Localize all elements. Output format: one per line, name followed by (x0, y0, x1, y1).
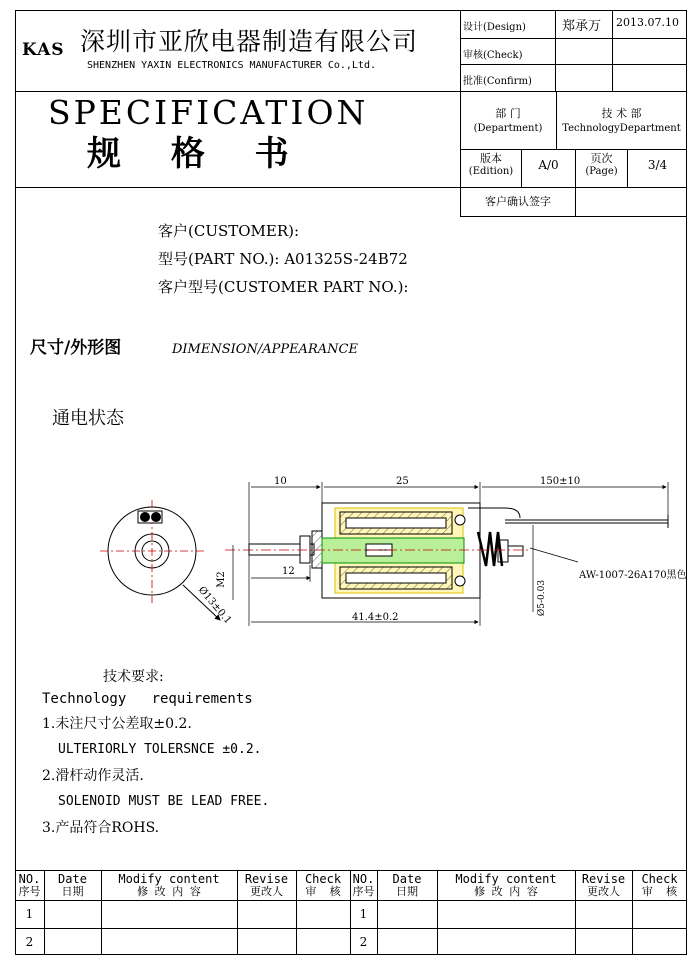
rev-header-content-cn: 修 改 内 容 (474, 885, 538, 898)
rev-header-revise-cn: 更改人 (250, 885, 283, 898)
confirm-label: 批准(Confirm) (463, 76, 532, 87)
rev-header-date: Date (58, 872, 87, 886)
rev-header-revise: Revise (244, 872, 289, 886)
part-number-line: 型号(PART NO.): A01325S-24B72 (158, 250, 408, 268)
side-view (225, 503, 668, 598)
rev-header-content-cn: 修 改 内 容 (137, 885, 201, 898)
customer-line: 客户(CUSTOMER): (158, 222, 300, 240)
section-title-cn: 尺寸/外形图 (30, 338, 122, 358)
requirement-3-cn: 3.产品符合ROHS. (42, 820, 160, 836)
spec-title-en: SPECIFICATION (48, 93, 369, 132)
requirements-title-cn: 技术要求: (103, 669, 164, 685)
rev-header-no-cn: 序号 (352, 885, 375, 898)
dimension-m2: M2 (215, 571, 227, 588)
wire-label: AW-1007-26A170黑色 (579, 570, 687, 581)
design-label: 设计(Design) (463, 22, 526, 33)
department-value-cn: 技 术 部 (601, 107, 642, 120)
requirement-1-en: ULTERIORLY TOLERSNCE ±0.2. (58, 742, 262, 757)
dimension-dia5: Ø5-0.03 (537, 579, 548, 617)
energized-state-label: 通电状态 (52, 408, 124, 429)
rev-row-number: 2 (25, 935, 34, 949)
rev-header-date-cn: 日期 (61, 885, 84, 898)
dimension-total-length: 41.4±0.2 (352, 612, 399, 623)
dimension-150: 150±10 (540, 476, 581, 487)
rev-header-date: Date (392, 872, 422, 886)
rev-header-no: NO. (352, 872, 375, 886)
designer-name: 郑承万 (562, 19, 602, 34)
page-value: 3/4 (647, 158, 668, 172)
logo: KAS (22, 40, 65, 60)
department-label-en: (Department) (473, 123, 543, 134)
rev-header-check-cn: 审 核 (641, 885, 678, 898)
requirement-2-en: SOLENOID MUST BE LEAD FREE. (58, 794, 270, 809)
requirements-title-en: Technology requirements (42, 691, 253, 707)
spec-title-cn: 规 格 书 (87, 134, 289, 174)
rev-header-check: Check (304, 872, 342, 886)
rev-header-check: Check (641, 872, 678, 886)
customer-sign-label: 客户确认签字 (485, 195, 551, 208)
dimension-25: 25 (396, 476, 409, 487)
rev-header-revise: Revise (581, 872, 626, 886)
dimension-12: 12 (282, 566, 295, 577)
company-name-en: SHENZHEN YAXIN ELECTRONICS MANUFACTURER Co.,Ltd. (87, 60, 376, 71)
page-label-cn: 页次 (590, 152, 613, 165)
requirement-1-cn: 1.未注尺寸公差取±0.2. (42, 716, 192, 732)
company-name-cn: 深圳市亚欣电器制造有限公司 (80, 27, 419, 56)
rev-header-date-cn: 日期 (396, 885, 418, 898)
dimension-dia13: Ø13±0.1 (195, 584, 234, 627)
rev-header-no: NO. (18, 872, 41, 886)
design-date: 2013.07.10 (616, 16, 679, 29)
rev-header-revise-cn: 更改人 (587, 885, 620, 898)
check-label: 审核(Check) (463, 50, 523, 61)
edition-value: A/0 (538, 158, 559, 172)
rev-row-number: 1 (25, 907, 34, 921)
divider (15, 928, 687, 929)
end-view (100, 500, 220, 620)
rev-header-check-cn: 审 核 (305, 885, 341, 898)
customer-part-line: 客户型号(CUSTOMER PART NO.): (158, 278, 409, 296)
divider (15, 900, 687, 901)
page-label-en: (Page) (585, 166, 618, 177)
dimension-10: 10 (274, 476, 287, 487)
rev-row-number: 2 (359, 935, 368, 949)
edition-label-en: (Edition) (468, 166, 514, 177)
rev-header-no-cn: 序号 (18, 885, 41, 898)
divider (15, 870, 687, 871)
department-value-en: TechnologyDepartment (562, 123, 681, 134)
rev-row-number: 1 (359, 907, 368, 921)
requirement-2-cn: 2.滑杆动作灵活. (42, 768, 144, 784)
edition-label-cn: 版本 (480, 152, 502, 165)
rev-header-content: Modify content (118, 872, 220, 886)
rev-header-content: Modify content (455, 872, 557, 886)
department-label-cn: 部 门 (495, 107, 521, 120)
section-title-en: DIMENSION/APPEARANCE (172, 342, 358, 357)
